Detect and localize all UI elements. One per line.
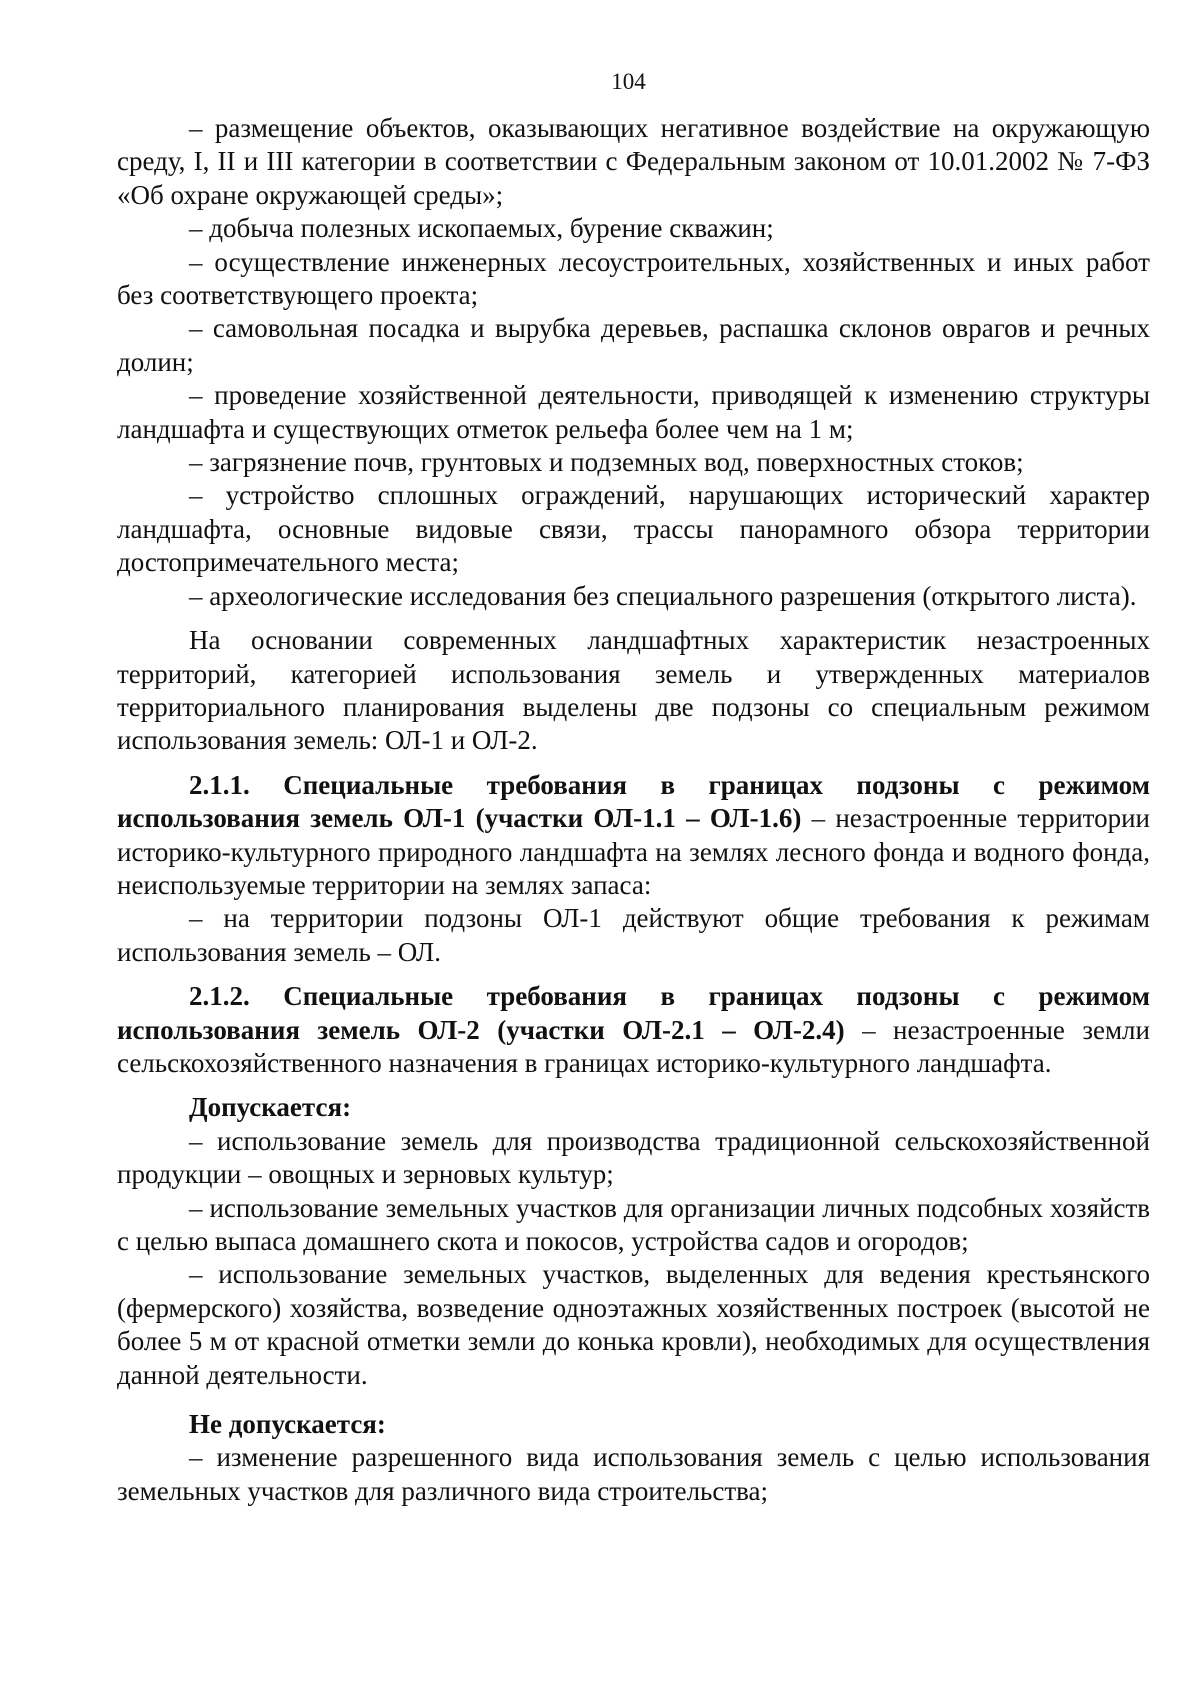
section-2-1-2 (117, 980, 1150, 1080)
list-item: – археологические исследования без специального разрешения (открытого листа). (189, 580, 1137, 611)
list-item: – проведение хозяйственной деятельности, приводящей к изменению структуры ландшафта и существующих отметок рельефа более чем на 1 м; (117, 380, 1150, 444)
document-body (117, 112, 1150, 1508)
section-2-1-1 (117, 769, 1150, 903)
paragraph-subzones: На основании современных ландшафтных характеристик незастроенных территорий, категорией использования земель и утвержденных материалов территориального планирования выделены две подзоны со специальным режимом использования земель: ОЛ-1 и ОЛ-2. (117, 625, 1150, 756)
list-item: – загрязнение почв, грунтовых и подземных вод, поверхностных стоков; (189, 447, 1024, 478)
list-item: – использование земельных участков, выделенных для ведения крестьянского (фермерского) хозяйства, возведение одноэтажных хозяйственных построек (высотой не более 5 м от красной отметки земли до конька кровли), необходимых для осуществления данной деятельности. (117, 1259, 1150, 1390)
list-item: – осуществление инженерных лесоустроительных, хозяйственных и иных работ без соответствующего проекта; (117, 246, 1150, 311)
section-2-1-1-heading: 2.1.1. Специальные требования в границах подзоны с режимом использования земель ОЛ-1 (участки ОЛ-1.1 – ОЛ-1.6) (117, 769, 1150, 834)
list-item: – размещение объектов, оказывающих негативное воздействие на окружающую среду, I, II и III категории в соответствии с Федеральным законом от 10.01.2002 № 7-ФЗ «Об охране окружающей среды»; (117, 113, 1150, 210)
section-2-1-2-text: – незастроенные земли сельскохозяйственного назначения в границах историко-культурного ландшафта. (117, 1014, 1150, 1078)
list-item: – устройство сплошных ограждений, нарушающих исторический характер ландшафта, основные видовые связи, трассы панорамного обзора территории достопримечательного места; (117, 480, 1150, 578)
section-2-1-2-heading: 2.1.2. Специальные требования в границах подзоны с режимом использования земель ОЛ-2 (участки ОЛ-2.1 – ОЛ-2.4) (117, 981, 1150, 1045)
allowed-title: Допускается: (189, 1092, 352, 1123)
list-item: – добыча полезных ископаемых, бурение скважин; (189, 213, 774, 244)
list-item: – на территории подзоны ОЛ-1 действуют общие требования к режимам использования земель – ОЛ. (117, 903, 1150, 967)
section-2-1-1-text: – незастроенные территории историко-культурного природного ландшафта на землях лесного фонда и водного фонда, неиспользуемые территории на землях запаса: (117, 803, 1150, 900)
list-item: – использование земельных участков для организации личных подсобных хозяйств с целью выпаса домашнего скота и покосов, устройства садов и огородов; (117, 1192, 1150, 1256)
list-item: – использование земель для производства традиционной сельскохозяйственной продукции – овощных и зерновых культур; (117, 1125, 1150, 1190)
page-number: 104 (611, 69, 646, 94)
list-item: – изменение разрешенного вида использования земель с целью использования земельных участков для различного вида строительства; (117, 1442, 1150, 1506)
list-item: – самовольная посадка и вырубка деревьев, распашка склонов оврагов и речных долин; (117, 313, 1150, 377)
not-allowed-title: Не допускается: (189, 1409, 386, 1440)
